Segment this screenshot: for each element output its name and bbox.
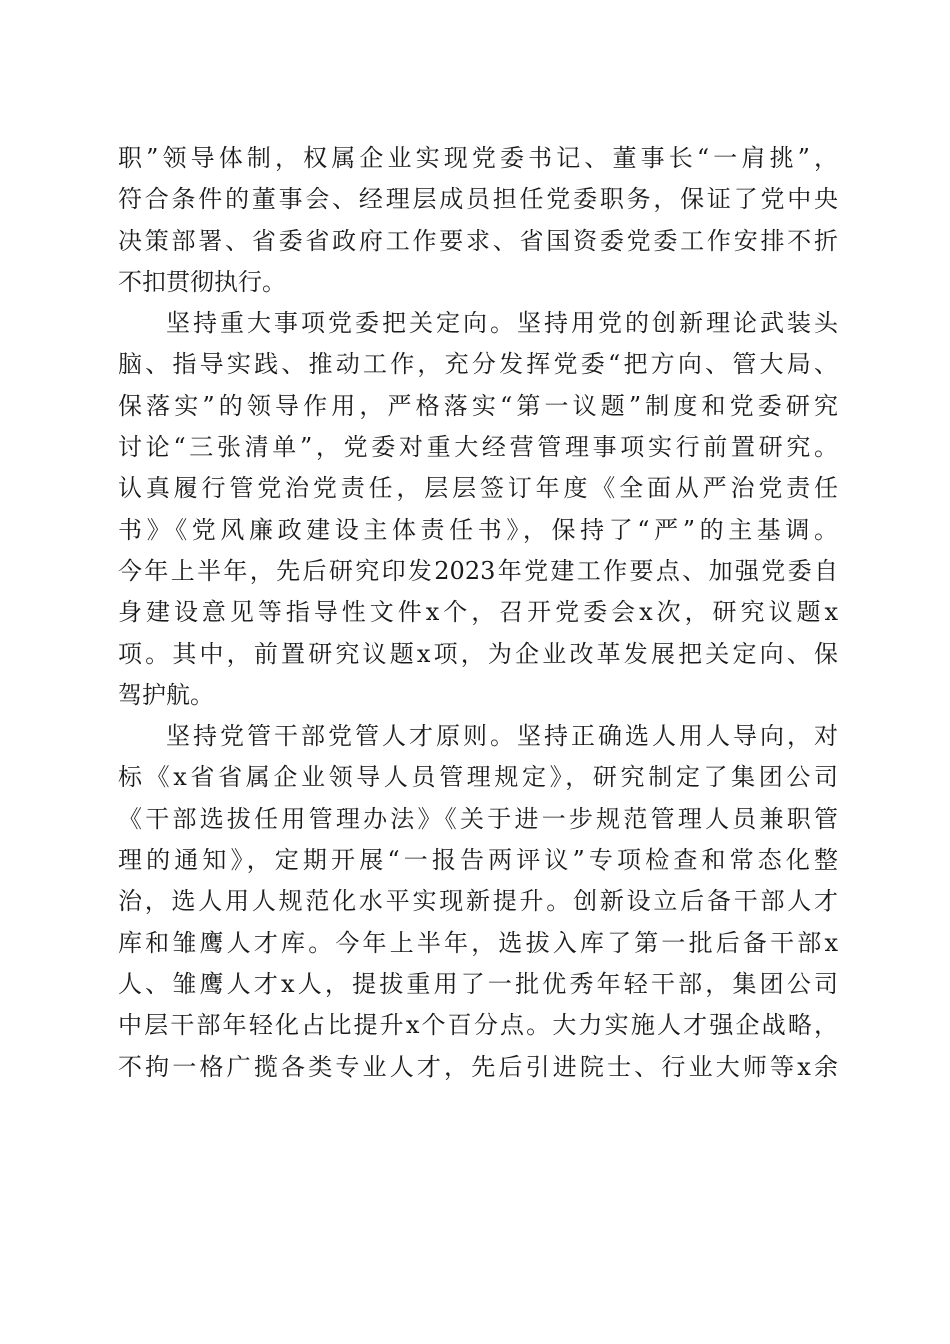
text-line: 讨论“三张清单”，党委对重大经营管理事项实行前置研究。 bbox=[118, 433, 838, 462]
text-line: 不扣贯彻执行。 bbox=[118, 267, 286, 296]
text-line: 《干部选拔任用管理办法》《关于进一步规范管理人员兼职管 bbox=[118, 804, 838, 833]
body-text bbox=[118, 138, 838, 1088]
text-line: 保落实”的领导作用，严格落实“第一议题”制度和党委研究 bbox=[118, 391, 838, 420]
text-line: 治，选人用人规范化水平实现新提升。创新设立后备干部人才 bbox=[118, 887, 838, 916]
text-line: 不拘一格广揽各类专业人才，先后引进院士、行业大师等x余 bbox=[118, 1052, 838, 1081]
text-line: 人、雏鹰人才x人，提拔重用了一批优秀年轻干部，集团公司 bbox=[118, 969, 838, 998]
text-line: 库和雏鹰人才库。今年上半年，选拔入库了第一批后备干部x bbox=[118, 928, 838, 957]
text-line: 脑、指导实践、推动工作，充分发挥党委“把方向、管大局、 bbox=[118, 350, 838, 379]
text-line: 标《x省省属企业领导人员管理规定》，研究制定了集团公司 bbox=[118, 763, 838, 792]
text-line: 今年上半年，先后研究印发2023年党建工作要点、加强党委自 bbox=[118, 556, 838, 585]
text-line: 驾护航。 bbox=[118, 680, 214, 709]
text-line: 项。其中，前置研究议题x项，为企业改革发展把关定向、保 bbox=[118, 639, 838, 668]
text-line: 职”领导体制，权属企业实现党委书记、董事长“一肩挑”， bbox=[118, 144, 838, 172]
text-line: 符合条件的董事会、经理层成员担任党委职务，保证了党中央 bbox=[118, 185, 838, 214]
paragraph-first-line: 坚持党管干部党管人才原则。坚持正确选人用人导向，对 bbox=[166, 722, 838, 751]
text-line: 身建设意见等指导性文件x个，召开党委会x次，研究议题x bbox=[118, 598, 838, 627]
text-line: 书》《党风廉政建设主体责任书》，保持了“严”的主基调。 bbox=[118, 515, 838, 544]
text-line: 中层干部年轻化占比提升x个百分点。大力实施人才强企战略， bbox=[118, 1011, 838, 1040]
paragraph-first-line: 坚持重大事项党委把关定向。坚持用党的创新理论武装头 bbox=[166, 309, 838, 338]
text-line: 理的通知》，定期开展“一报告两评议”专项检查和常态化整 bbox=[118, 846, 838, 875]
text-line: 认真履行管党治党责任，层层签订年度《全面从严治党责任 bbox=[118, 474, 838, 503]
text-line: 决策部署、省委省政府工作要求、省国资委党委工作安排不折 bbox=[118, 226, 838, 255]
